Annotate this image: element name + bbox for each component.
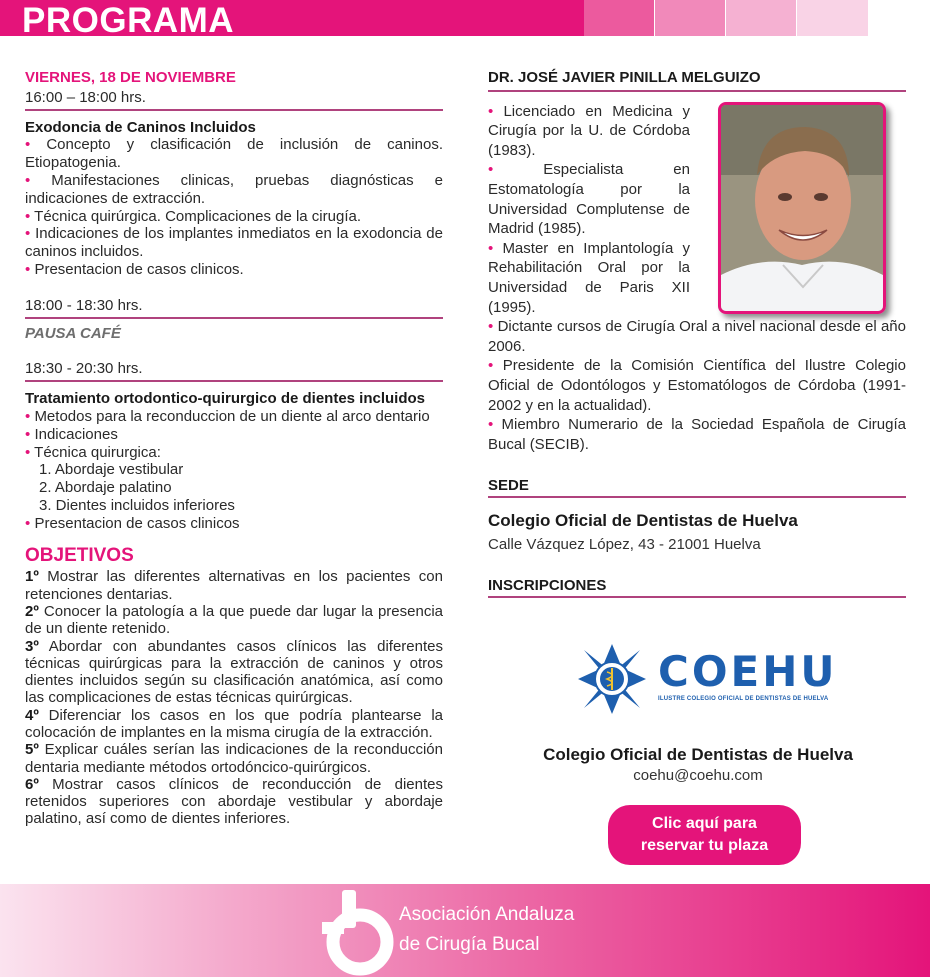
registration-section (488, 577, 906, 598)
objective-item: 1º Mostrar las diferentes alternativas en los pacientes con retenciones dentarias. (25, 568, 443, 603)
association-logo-icon (318, 886, 398, 976)
block3-time: 18:30 - 20:30 hrs. (25, 360, 443, 382)
objective-item: 2º Conocer la patología a la que puede dar lugar la presencia de un diente retenido. (25, 602, 443, 638)
bullet-icon: • (488, 239, 494, 257)
objective-item: 4º Diferenciar los casos en los que podría plantearse la colocación de implantes en la misma cirugía de la extracción. (25, 706, 443, 741)
program-column (25, 68, 443, 828)
venue-section (488, 477, 906, 553)
list-item: • Técnica quirurgica: (25, 443, 161, 461)
list-item: • Manifestaciones clinicas, pruebas diagnósticas e indicaciones de extracción. (25, 171, 443, 207)
coehu-logo (576, 642, 836, 718)
bullet-icon: • (25, 136, 31, 154)
block1-title: Exodoncia de Caninos Incluidos (25, 118, 256, 136)
page-title: PROGRAMA (22, 1, 235, 40)
bio-item: • Miembro Numerario de la Sociedad Española de Cirugía Bucal (SECIB). (488, 416, 906, 453)
list-item: • Indicaciones (25, 425, 118, 443)
objectives-title: OBJETIVOS (25, 544, 134, 566)
coffee-break-label: PAUSA CAFÉ (25, 324, 121, 342)
bullet-icon: • (25, 443, 31, 461)
list-item: • Metodos para la reconduccion de un diente al arco dentario (25, 407, 430, 425)
objective-item: 6º Mostrar casos clínicos de reconducción de dientes retenidos superiores con abordaje vestibular y abordaje palatino, así como de dientes inferiores. (25, 775, 443, 828)
speaker-photo (718, 102, 886, 314)
list-item: • Concepto y clasificación de inclusión de caninos. Etiopatogenia. (25, 136, 443, 172)
bullet-icon: • (488, 318, 494, 336)
block2-time: 18:00 - 18:30 hrs. (25, 297, 443, 319)
bullet-icon: • (25, 225, 31, 243)
bullet-icon: • (25, 514, 31, 532)
sub-item: 1. Abordaje vestibular (39, 461, 184, 479)
header-tile (726, 0, 796, 36)
organizer-name: Colegio Oficial de Dentistas de Huelva (543, 745, 853, 764)
bullet-icon: • (488, 161, 494, 179)
venue-heading: SEDE (488, 477, 906, 498)
registration-heading: INSCRIPCIONES (488, 577, 906, 598)
header-tile (655, 0, 725, 36)
reserve-button[interactable] (608, 805, 801, 865)
speaker-name: DR. JOSÉ JAVIER PINILLA MELGUIZO (488, 68, 906, 92)
organizer-email[interactable]: coehu@coehu.com (633, 767, 763, 784)
header-banner (0, 0, 930, 40)
reserve-button-line2: reservar tu plaza (640, 837, 769, 854)
program-day: VIERNES, 18 DE NOVIEMBRE (25, 69, 236, 86)
logo-wordmark: COEHU (658, 647, 838, 696)
speaker-section (488, 68, 906, 454)
objective-item: 5º Explicar cuáles serían las indicaciones de la reconducción dentaria mediante métodos ortodóncico-quirúrgicos. (25, 741, 443, 776)
bullet-icon: • (25, 407, 31, 425)
block1-time: 16:00 – 18:00 hrs. (25, 89, 443, 111)
bullet-icon: • (25, 207, 31, 225)
bio-item: • Master en Implantología y Rehabilitación Oral por la Universidad de Paris XII (1995). (488, 239, 691, 316)
bullet-icon: • (488, 102, 494, 120)
cross-emblem-icon (576, 642, 648, 716)
bullet-icon: • (25, 260, 31, 278)
bio-item: • Licenciado en Medicina y Cirugía por la U. de Córdoba (1983). (488, 102, 690, 159)
bio-item: • Dictante cursos de Cirugía Oral a nivel nacional desde el año 2006. (488, 318, 906, 355)
objective-item: 3º Abordar con abundantes casos clínicos las diferentes técnicas quirúrgicas para la extracción de caninos y otros dientes incluidos según su clasificación anatómica, así como las complicaciones de estas técnicas quirúrgicas. (25, 637, 443, 707)
venue-address: Calle Vázquez López, 43 - 21001 Huelva (488, 536, 761, 553)
list-item: • Presentacion de casos clinicos. (25, 260, 244, 278)
footer-line2: de Cirugía Bucal (399, 934, 540, 955)
list-item: • Presentacion de casos clinicos (25, 514, 240, 532)
bio-item: • Presidente de la Comisión Científica del Ilustre Colegio Oficial de Odontólogos y Estomatólogos de Córdoba (1991-2002 y en la actualidad). (488, 357, 906, 414)
bullet-icon: • (488, 416, 494, 434)
footer-banner (0, 884, 930, 977)
sub-item: 2. Abordaje palatino (39, 479, 172, 497)
header-tile (797, 0, 868, 36)
logo-subtitle: ILUSTRE COLEGIO OFICIAL DE DENTISTAS DE HUELVA (658, 696, 829, 702)
header-tile (584, 0, 654, 36)
reserve-button-line1: Clic aquí para (652, 815, 757, 832)
bullet-icon: • (488, 357, 494, 375)
bullet-icon: • (25, 171, 31, 189)
portrait-icon (721, 105, 883, 311)
sub-item: 3. Dientes incluidos inferiores (39, 496, 235, 514)
bio-item: • Especialista en Estomatología por la Universidad Complutense de Madrid (1985). (488, 161, 690, 238)
venue-name: Colegio Oficial de Dentistas de Huelva (488, 511, 798, 530)
block3-title: Tratamiento ortodontico-quirurgico de dientes incluidos (25, 390, 426, 408)
bullet-icon: • (25, 425, 31, 443)
footer-line1: Asociación Andaluza (399, 904, 575, 925)
list-item: • Indicaciones de los implantes inmediatos en la exodoncia de caninos incluidos. (25, 225, 443, 261)
list-item: • Técnica quirúrgica. Complicaciones de la cirugía. (25, 207, 361, 225)
